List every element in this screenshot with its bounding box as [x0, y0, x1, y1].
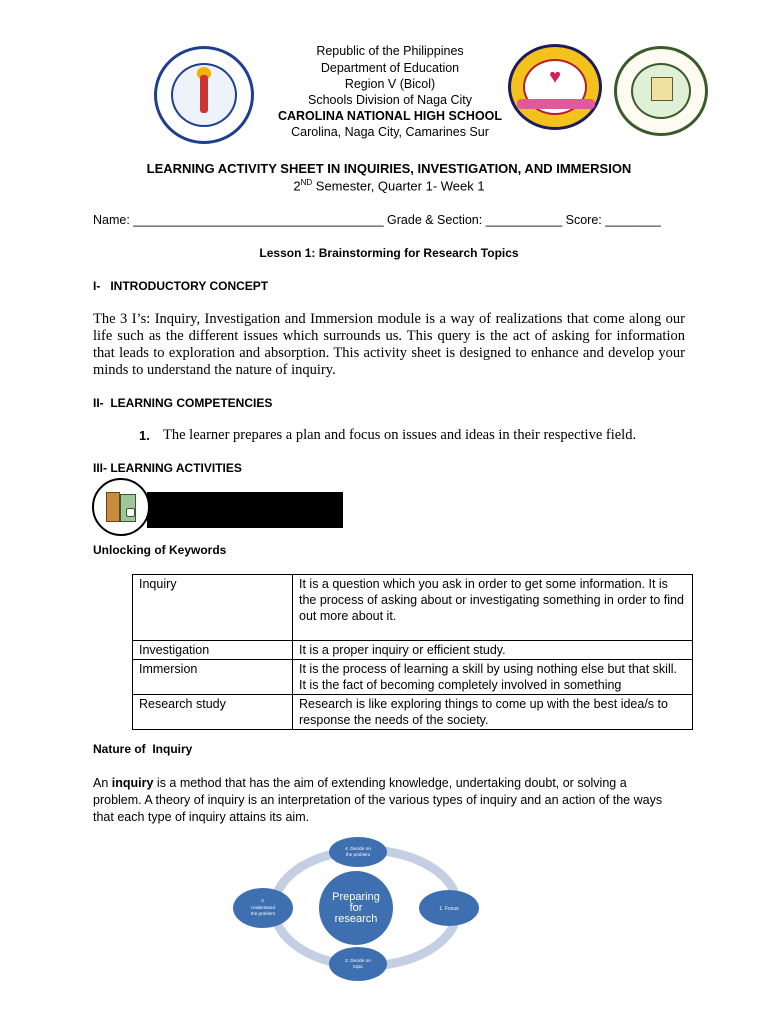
definition-cell: Research is like exploring things to come up with the best idea/s to response the needs of the society. [293, 695, 693, 730]
keywords-heading: Unlocking of Keywords [93, 543, 227, 557]
term-cell: Investigation [133, 641, 293, 660]
header-school: CAROLINA NATIONAL HIGH SCHOOL [277, 109, 503, 123]
activity-label-bar [147, 492, 343, 528]
deped-seal-logo [154, 46, 254, 144]
nature-heading: Nature of Inquiry [93, 742, 193, 756]
introductory-paragraph: The 3 I’s: Inquiry, Investigation and Immersion module is a way of realizations that come along our life such as the different issues which surrounds us. This query is the act of asking for information that leads to exploration and absorption. This activity sheet is designed to enhance and develop your minds to understand the nature of inquiry. [93, 311, 685, 378]
header-republic: Republic of the Philippines [316, 44, 464, 58]
competency-text: The learner prepares a plan and focus on issues and ideas in their respective field. [163, 427, 637, 443]
term-cell: Inquiry [133, 575, 293, 641]
term-cell: Research study [133, 695, 293, 730]
table-row [133, 575, 693, 641]
node-decide-problem [329, 837, 387, 867]
center-line3: research [334, 913, 378, 925]
node-left-line3: the problem [250, 911, 276, 916]
node-understand-problem [233, 888, 293, 928]
lesson-title: Lesson 1: Brainstorming for Research Topics [259, 246, 519, 260]
definition-cell: It is the process of learning a skill by using nothing else but that skill. It is the fact of becoming completely involved in something [293, 660, 693, 695]
torch-icon [200, 75, 208, 113]
node-top-line2: the problem [345, 852, 371, 857]
center-line2: for [349, 902, 363, 914]
header-division: Schools Division of Naga City [308, 93, 472, 107]
node-decide-topic [329, 947, 387, 981]
node-top-line1: 4. Decide on [345, 846, 371, 851]
section-introductory-heading: I- INTRODUCTORY CONCEPT [93, 279, 269, 293]
book-left-icon [106, 492, 120, 522]
node-focus [419, 890, 479, 926]
keywords-table [132, 574, 693, 730]
term-cell: Immersion [133, 660, 293, 695]
section-activities-heading: III- LEARNING ACTIVITIES [93, 461, 242, 475]
center-line1: Preparing [332, 891, 380, 903]
nature-paragraph: An inquiry is a method that has the aim of extending knowledge, undertaking doubt, or solving a problem. A theory of inquiry is an interpretation of the various types of inquiry and an action of the ways that each type of inquiry attains its aim. [93, 776, 663, 824]
table-row [133, 641, 693, 660]
section-competencies-heading: II- LEARNING COMPETENCIES [93, 396, 273, 410]
definition-cell: It is a question which you ask in order to get some information. It is the process of asking about or investigating something in order to find out more about it. [293, 575, 693, 641]
lock-icon [126, 508, 135, 517]
competency-number: 1. [139, 428, 150, 443]
node-left-line1: 3. [261, 898, 265, 903]
book-icon [651, 77, 673, 101]
node-left-line2: Understand [251, 905, 275, 910]
table-row [133, 695, 693, 730]
research-cycle-diagram [231, 836, 481, 986]
school-seal-logo [614, 46, 708, 136]
activity-book-lock-icon [92, 478, 150, 536]
node-right-line1: 1. Focus [439, 906, 459, 912]
node-bottom-line1: 2. Decide on [345, 958, 371, 963]
header-department: Department of Education [320, 61, 460, 75]
node-bottom-line2: topic [353, 964, 363, 969]
header-region: Region V (Bicol) [344, 77, 436, 91]
node-preparing-research [319, 871, 393, 945]
definition-cell: It is a proper inquiry or efficient study. [293, 641, 693, 660]
table-row [133, 660, 693, 695]
heart-icon: ♥ [549, 66, 561, 88]
header-address: Carolina, Naga City, Camarines Sur [291, 125, 489, 139]
student-info-line: Name: ____________________________________ Grade & Section: ___________ Score: ________ [93, 213, 661, 227]
document-subtitle: 2ND Semester, Quarter 1- Week 1 [293, 178, 485, 194]
document-title: LEARNING ACTIVITY SHEET IN INQUIRIES, INVESTIGATION, AND IMMERSION [146, 161, 632, 176]
